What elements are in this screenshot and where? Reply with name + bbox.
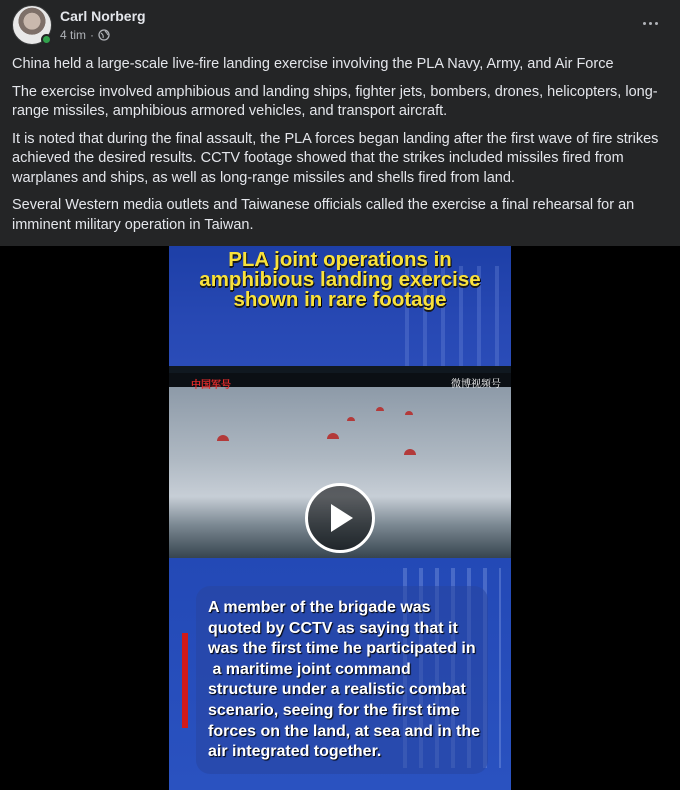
caption-line: quoted by CCTV as saying that it bbox=[208, 619, 458, 637]
post-paragraph: China held a large-scale live-fire landing exercise involving the PLA Navy, Army, and Air Force bbox=[12, 56, 614, 72]
post-paragraph: It is noted that during the final assault, the PLA forces began landing after the first wave of fire strikes achieved the desired results. CCTV footage showed that the strikes included missiles fired from warplanes and ships, as well as long-range missiles and shells fired from land. bbox=[12, 130, 659, 186]
parachute-icon bbox=[405, 411, 413, 415]
post-header bbox=[0, 0, 680, 50]
caption-line: was the first time he participated in bbox=[208, 640, 476, 658]
play-icon[interactable] bbox=[305, 483, 375, 553]
video-title-line: amphibious landing exercise bbox=[199, 268, 481, 291]
caption-accent-bar bbox=[182, 633, 188, 728]
post-meta bbox=[60, 28, 110, 42]
post-paragraph: Several Western media outlets and Taiwanese officials called the exercise a final rehearsal for an imminent military operation in Taiwan. bbox=[12, 197, 635, 233]
author-name[interactable]: Carl Norberg bbox=[60, 8, 146, 24]
video-title-line: PLA joint operations in bbox=[228, 248, 452, 271]
video-player[interactable] bbox=[0, 246, 680, 790]
weibo-watermark: 微博视频号 bbox=[451, 379, 501, 390]
parachute-icon bbox=[217, 435, 229, 441]
parachute-icon bbox=[327, 433, 339, 439]
parachute-icon bbox=[376, 407, 384, 411]
parachute-icon bbox=[404, 449, 416, 455]
video-title-line: shown in rare footage bbox=[233, 288, 447, 311]
post-text bbox=[12, 55, 668, 243]
caption-line: forces on the land, at sea and in the bbox=[208, 722, 481, 740]
post-time[interactable]: 4 tim bbox=[60, 28, 87, 42]
caption-line: a maritime joint command bbox=[208, 660, 411, 678]
video-title bbox=[169, 250, 511, 310]
caption-line: A member of the brigade was bbox=[208, 599, 431, 616]
globe-icon[interactable] bbox=[98, 29, 110, 41]
post-paragraph: The exercise involved amphibious and landing ships, fighter jets, bombers, drones, helicopters, long-range missiles, amphibious armored vehicles, and transport aircraft. bbox=[12, 83, 658, 119]
caption-banner bbox=[169, 558, 511, 790]
caption-line: air integrated together. bbox=[208, 743, 382, 761]
parachute-icon bbox=[347, 417, 355, 421]
channel-logo: 中国军号 bbox=[191, 380, 231, 391]
online-status-icon bbox=[41, 34, 52, 45]
caption-line: structure under a realistic combat bbox=[208, 681, 466, 699]
more-options-icon[interactable] bbox=[636, 9, 664, 37]
meta-separator: · bbox=[90, 28, 95, 42]
video-title-banner bbox=[169, 246, 511, 366]
video-caption bbox=[208, 598, 498, 763]
caption-line: scenario, seeing for the first time bbox=[208, 701, 460, 719]
